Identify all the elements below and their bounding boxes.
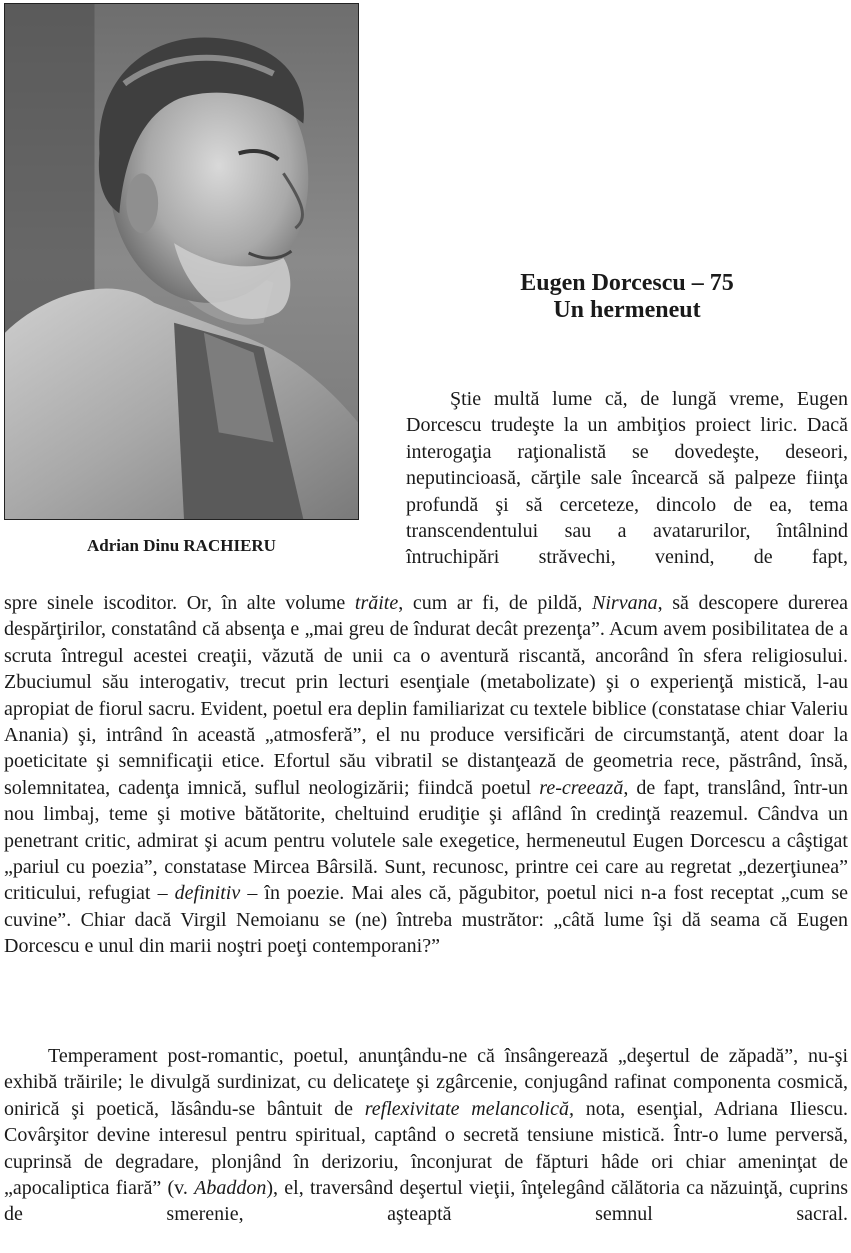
paragraph-1-emphasis-4: definitiv [174,882,241,905]
paragraph-1-emphasis-3: re-creează [539,776,624,799]
paragraph-2-emphasis-2: Abaddon [194,1177,267,1200]
paragraph-1-text-b: , cum ar fi, de pildă, [398,592,593,614]
paragraph-2 [4,1043,848,1228]
paragraph-1-emphasis-1: trăite [354,592,399,614]
paragraph-1-text-e: – în poezie. Mai ales că, păgubitor, poetul nici n-a fost receptat „cum se cuvine”. Chiar dacă Virgil Nemoianu se (ne) întreba mustrător: „câtă lume îşi dă seama că Eugen Dorcescu e unul din marii noştri poeţi contemporani?” [4,882,848,958]
paragraph-2-emphasis-1: reflexivitate melancolică, [364,1097,574,1120]
paragraph-1-full [4,590,848,960]
paragraph-2-text-c: ), el, traversând deşertul vieţii, înţelegând călătoria ca năzuinţă, cuprins de smerenie, aşteaptă semnul sacral. [4,1177,849,1226]
author-photo [4,3,359,520]
portrait-image [5,4,358,519]
paragraph-1-text-d: , de fapt, translând, într-un nou limbaj, teme şi motive bătătorite, cheltuind erudiţie şi aflând în credinţă reazemul. Cândva un penetrant critic, admirat şi acum pentru volutele sale exegetice, hermeneutul Eugen Dorcescu a câştigat „pariul cu poezia”, constatase Mircea Bârsilă. Sunt, recunosc, printre cei care au regretat „dezerţiunea” criticului, refugiat – [4,776,848,905]
title-line-1: Eugen Dorcescu – 75 [520,270,734,296]
author-caption: Adrian Dinu RACHIERU [87,536,276,555]
paragraph-1-emphasis-2: Nirvana [592,592,658,614]
paragraph-1-text-a: spre sinele iscoditor. Or, în alte volume [4,592,355,614]
paragraph-1-text-c: , să descopere durerea despărţirilor, constatând că absenţa e „mai greu de îndurat decât prezenţa”. Acum avem posibilitatea de a scruta întregul acestei creaţii, văzută de unii ca o aventură riscantă, ancorând în sfera religiosului. Zbuciumul său interogativ, trecut prin lecturi esenţiale (metabolizate) şi o experienţă mistică, l-au apropiat de fiorul sacru. Evident, poetul era deplin familiarizat cu textele biblice (constatase chiar Valeriu Anania) şi, intrând în această „atmosferă”, el nu produce versificări de circumstanţă, atent doar la poeticitate şi semnificaţii etice. Efortul său vibratil se distanţează de geometria rece, păstrând, însă, solemnitatea, cadenţa imnică, suflul neologizării; fiindcă poetul [4,592,848,799]
title-line-2: Un hermeneut [553,297,701,323]
article-title [406,270,848,324]
paragraph-2-text-b: nota, esenţial, Adriana Iliescu. Covârşitor devine interesul pentru spiritual, captând o secretă tensiune mistică. Într-o lume perversă, cuprinsă de degradare, plonjând în derizoriu, înconjurat de făpturi hâde ori chiar ameninţat de „apocaliptica fiară” (v. [4,1097,849,1200]
paragraph-2-text-a: Temperament post-romantic, poetul, anunţându-ne că însângerează „deşertul de zăpadă”, nu-şi exhibă trăirile; le divulgă surdinizat, cu delicateţe şi zgârcenie, conjugând rafinat componenta cosmică, onirică şi poetică, lăsându-se bântuit de [4,1045,848,1120]
paragraph-1-side: Ştie multă lume că, de lungă vreme, Eugen Dorcescu trudeşte la un ambiţios proiect liric. Dacă interogaţia raţionalistă se dovedeşte, deseori, neputincioasă, cărţile sale încearcă să palpeze fiinţa profundă şi să cerceteze, dincolo de ea, tema transcendentului sau a avatarurilor, întâlnind întruchipări străvechi, venind, de fapt, [406,388,848,569]
